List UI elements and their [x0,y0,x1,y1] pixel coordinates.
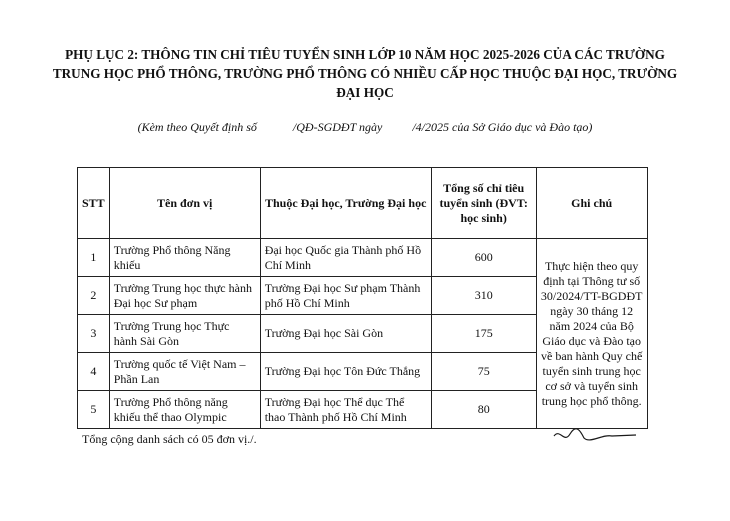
cell-university: Trường Đại học Sư phạm Thành phố Hồ Chí Minh [260,277,431,315]
cell-name: Trường Phổ thông năng khiếu thể thao Olympic [109,391,260,429]
cell-stt: 5 [78,391,110,429]
cell-stt: 4 [78,353,110,391]
header-university: Thuộc Đại học, Trường Đại học [260,168,431,239]
cell-stt: 1 [78,239,110,277]
cell-name: Trường Trung học thực hành Đại học Sư phạm [109,277,260,315]
header-name: Tên đơn vị [109,168,260,239]
cell-stt: 2 [78,277,110,315]
cell-quota: 75 [431,353,536,391]
table-header-row [78,168,648,239]
header-note: Ghi chú [536,168,647,239]
cell-name: Trường quốc tế Việt Nam – Phần Lan [109,353,260,391]
cell-university: Đại học Quốc gia Thành phố Hồ Chí Minh [260,239,431,277]
cell-university: Trường Đại học Tôn Đức Thắng [260,353,431,391]
cell-quota: 175 [431,315,536,353]
signature-mark [550,420,640,450]
document-subtitle: (Kèm theo Quyết định số /QĐ-SGDĐT ngày /4/2025 của Sở Giáo dục và Đào tạo) [137,120,593,134]
cell-quota: 600 [431,239,536,277]
table-row [78,239,648,277]
cell-note: Thực hiện theo quy định tại Thông tư số 30/2024/TT-BGDĐT ngày 30 tháng 12 năm 2024 của Bộ Giáo dục và Đào tạo về ban hành Quy chế tuyển sinh trung học cơ sở và tuyển sinh trung học phổ thông. [536,239,647,429]
cell-university: Trường Đại học Sài Gòn [260,315,431,353]
header-quota: Tổng số chỉ tiêu tuyển sinh (ĐVT: học sinh) [431,168,536,239]
header-stt: STT [78,168,110,239]
cell-name: Trường Trung học Thực hành Sài Gòn [109,315,260,353]
quota-table [77,167,648,429]
cell-quota: 310 [431,277,536,315]
cell-university: Trường Đại học Thể dục Thể thao Thành phố Hồ Chí Minh [260,391,431,429]
cell-quota: 80 [431,391,536,429]
document-footer: Tổng cộng danh sách có 05 đơn vị./. [82,432,257,446]
cell-stt: 3 [78,315,110,353]
cell-name: Trường Phổ thông Năng khiếu [109,239,260,277]
document-title: PHỤ LỤC 2: THÔNG TIN CHỈ TIÊU TUYỂN SINH LỚP 10 NĂM HỌC 2025-2026 CỦA CÁC TRƯỜNG TRUNG HỌC PHỔ THÔNG, TRƯỜNG PHỔ THÔNG CÓ NHIỀU CẤP HỌC THUỘC ĐẠI HỌC, TRƯỜNG ĐẠI HỌC [52,47,678,100]
